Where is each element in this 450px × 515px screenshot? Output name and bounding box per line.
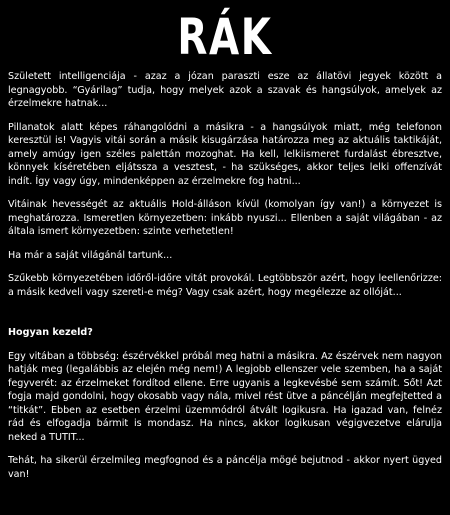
paragraph-handling: Egy vitában a többség: észérvékkel próbál meg hatni a másikra. Az észérvek nem nagyon hatják meg (legalábbis az elején még nem!) A legjobb ellenszer vele szemben, ha a saját fegyverét: az érzelmeket fordítod ellene. Erre ugyanis a legkevésbé sem számít. Sőt! Azt fogja majd gondolni, hogy okosabb vagy nála, mivel rést ütve a páncélján megfejtetted a “titkát”. Ebben az esetben érzelmi üzemmódról átvált logikusra. Ha igazad van, felnéz rád és elfogadja bármit is mondasz. Ha nincs, akkor logikusan végigvezetve elárulja neked a TUTIT... [8,350,442,443]
paragraph-tuning: Pillanatok alatt képes ráhangolódni a másikra - a hangsúlyok miatt, még telefonon keresztül is! Vagyis vitái során a másik kisugárzása határozza meg az aktuális taktikáját, amely amúgy igen széles palettán mozoghat. Ha kell, lelkiismeret furdalást ébresztve, könnyek kíséretében eljátssza a vesztest, - ha szükséges, akkor teljes lelki offenzívát indít. Így vagy úgy, mindenképpen az érzelmekre fog hatni... [8,121,442,187]
page-title: RÁK [177,8,273,66]
paragraph-environment: Vitáinak hevességét az aktuális Hold-álláson kívül (komolyan így van!) a környezet is meghatározza. Ismeretlen környezetben: inkább nyuszi... Ellenben a saját világában - az általa ismert környezetben: szinte verhetetlen! [8,199,442,237]
paragraph-intelligence: Született intelligenciája - azaz a józan paraszti esze az állatövi jegyek között a legnagyobb. “Gyárilag” tudja, hogy melyek azok a szavak és hangsúlyok, amelyek az érzelmekre hatnak... [8,71,442,109]
paragraph-provokes: Szűkebb környezetében időről-időre vitát provokál. Legtöbbször azért, hogy leellenőrizze: a másik kedveli vagy szereti-e még? Vagy csak azért, hogy megélezze az ollóját... [8,273,442,298]
section-heading: Hogyan kezeld? [8,327,93,338]
paragraph-conclusion: Tehát, ha sikerül érzelmileg megfognod és a páncélja mögé bejutnod - akkor nyert ügyed van! [8,455,442,480]
paragraph-own-world: Ha már a saját világánál tartunk... [8,249,173,261]
article-body [8,70,442,481]
